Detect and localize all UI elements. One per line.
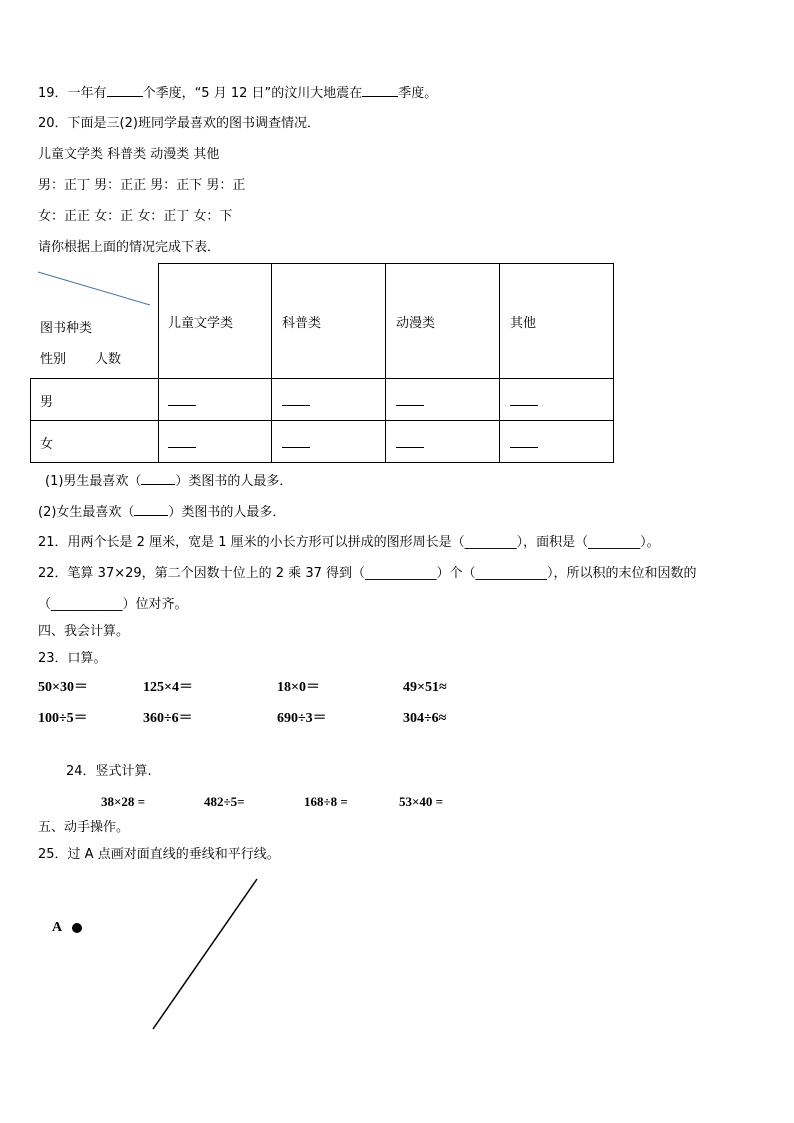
q20-sub-2 — [38, 503, 285, 521]
girls-science-blank[interactable] — [282, 437, 310, 448]
table-border-bottom — [30, 462, 614, 463]
boys-comics-blank[interactable] — [396, 395, 424, 406]
oral-calc-7: 690÷3＝ — [277, 711, 327, 726]
girls-children-literature-blank[interactable] — [168, 437, 196, 448]
q20-sub1-text-a: (1)男生最喜欢（ — [45, 474, 142, 489]
given-line — [153, 879, 257, 1029]
oral-calc-2: 125×4＝ — [143, 680, 193, 695]
table-line-header-bottom — [30, 378, 614, 379]
table-line-row1-bottom — [30, 420, 614, 421]
q20-title: 20．下面是三(2)班同学最喜欢的图书调查情况． — [38, 116, 320, 131]
header-other: 其他 — [510, 316, 537, 331]
question-24: 24．竖式计算. — [66, 764, 152, 779]
row-label-girls: 女 — [40, 437, 54, 452]
table-border-left — [30, 378, 31, 463]
q20-instruction: 请你根据上面的情况完成下表． — [38, 240, 221, 255]
q20-sub-1 — [45, 472, 292, 490]
q19-blank-2[interactable] — [362, 84, 398, 97]
row-label-boys: 男 — [40, 395, 54, 410]
vertical-calc-4: 53×40 = — [399, 794, 444, 809]
header-comics: 动漫类 — [396, 316, 436, 331]
q20-girls-tally: 女：正正 女：正 女：正丁 女：下 — [38, 209, 233, 224]
question-23: 23．口算。 — [38, 651, 107, 666]
q20-sub2-text-a: (2)女生最喜欢（ — [38, 505, 135, 520]
q20-sub1-blank[interactable] — [141, 472, 175, 485]
question-21: 21．用两个长是 2 厘米，宽是 1 厘米的小长方形可以拼成的图形周长是（________），面积是（________）。 — [38, 535, 660, 550]
table-col-line-2 — [271, 263, 272, 463]
q19-text-c: 季度。 — [398, 86, 438, 101]
girls-other-blank[interactable] — [510, 437, 538, 448]
boys-other-blank[interactable] — [510, 395, 538, 406]
header-science: 科普类 — [282, 316, 322, 331]
corner-label-category: 图书种类 — [40, 321, 93, 336]
corner-diagonal-line — [30, 263, 160, 323]
drawing-area[interactable] — [0, 860, 794, 1040]
q19-text-b: 个季度，“5 月 12 日”的汶川大地震在 — [142, 86, 363, 101]
vertical-calc-1: 38×28 = — [101, 794, 146, 809]
oral-calc-1: 50×30＝ — [38, 680, 88, 695]
question-22-line-2: （___________）位对齐。 — [38, 597, 188, 612]
q19-number: 19． — [38, 86, 68, 101]
girls-comics-blank[interactable] — [396, 437, 424, 448]
point-a-label: A — [52, 920, 63, 935]
section-4-heading: 四、我会计算。 — [38, 624, 130, 639]
oral-calc-8: 304÷6≈ — [403, 711, 447, 726]
q19-blank-1[interactable] — [107, 84, 143, 97]
point-a-dot — [72, 923, 82, 933]
section-5-heading: 五、动手操作。 — [38, 820, 130, 835]
boys-children-literature-blank[interactable] — [168, 395, 196, 406]
corner-label-gender: 性别 — [40, 352, 67, 367]
table-border-right — [613, 263, 614, 463]
header-children-literature: 儿童文学类 — [168, 316, 234, 331]
question-25: 25．过 A 点画对面直线的垂线和平行线。 — [38, 847, 280, 862]
vertical-calc-3: 168÷8 = — [304, 794, 348, 809]
oral-calc-5: 100÷5＝ — [38, 711, 88, 726]
question-19 — [38, 84, 437, 102]
oral-calc-3: 18×0＝ — [277, 680, 320, 695]
survey-table — [30, 263, 614, 463]
vertical-calc-2: 482÷5= — [204, 794, 245, 809]
oral-calc-4: 49×51≈ — [403, 680, 447, 695]
table-col-line-4 — [499, 263, 500, 463]
q20-categories-line: 儿童文学类 科普类 动漫类 其他 — [38, 147, 220, 162]
q20-boys-tally: 男：正丁 男：正正 男：正下 男：正 — [38, 178, 246, 193]
boys-science-blank[interactable] — [282, 395, 310, 406]
q20-sub2-blank[interactable] — [134, 503, 168, 516]
table-border-top — [158, 263, 614, 264]
question-22-line-1: 22．笔算 37×29，第二个因数十位上的 2 乘 37 得到（___________）个（___________），所以积的末位和因数的 — [38, 566, 697, 581]
corner-label-count: 人数 — [95, 352, 122, 367]
q20-sub1-text-b: ）类图书的人最多． — [175, 474, 293, 489]
q19-text-a: 一年有 — [67, 86, 107, 101]
table-col-line-3 — [385, 263, 386, 463]
q20-sub2-text-b: ）类图书的人最多． — [168, 505, 286, 520]
oral-calc-6: 360÷6＝ — [143, 711, 193, 726]
